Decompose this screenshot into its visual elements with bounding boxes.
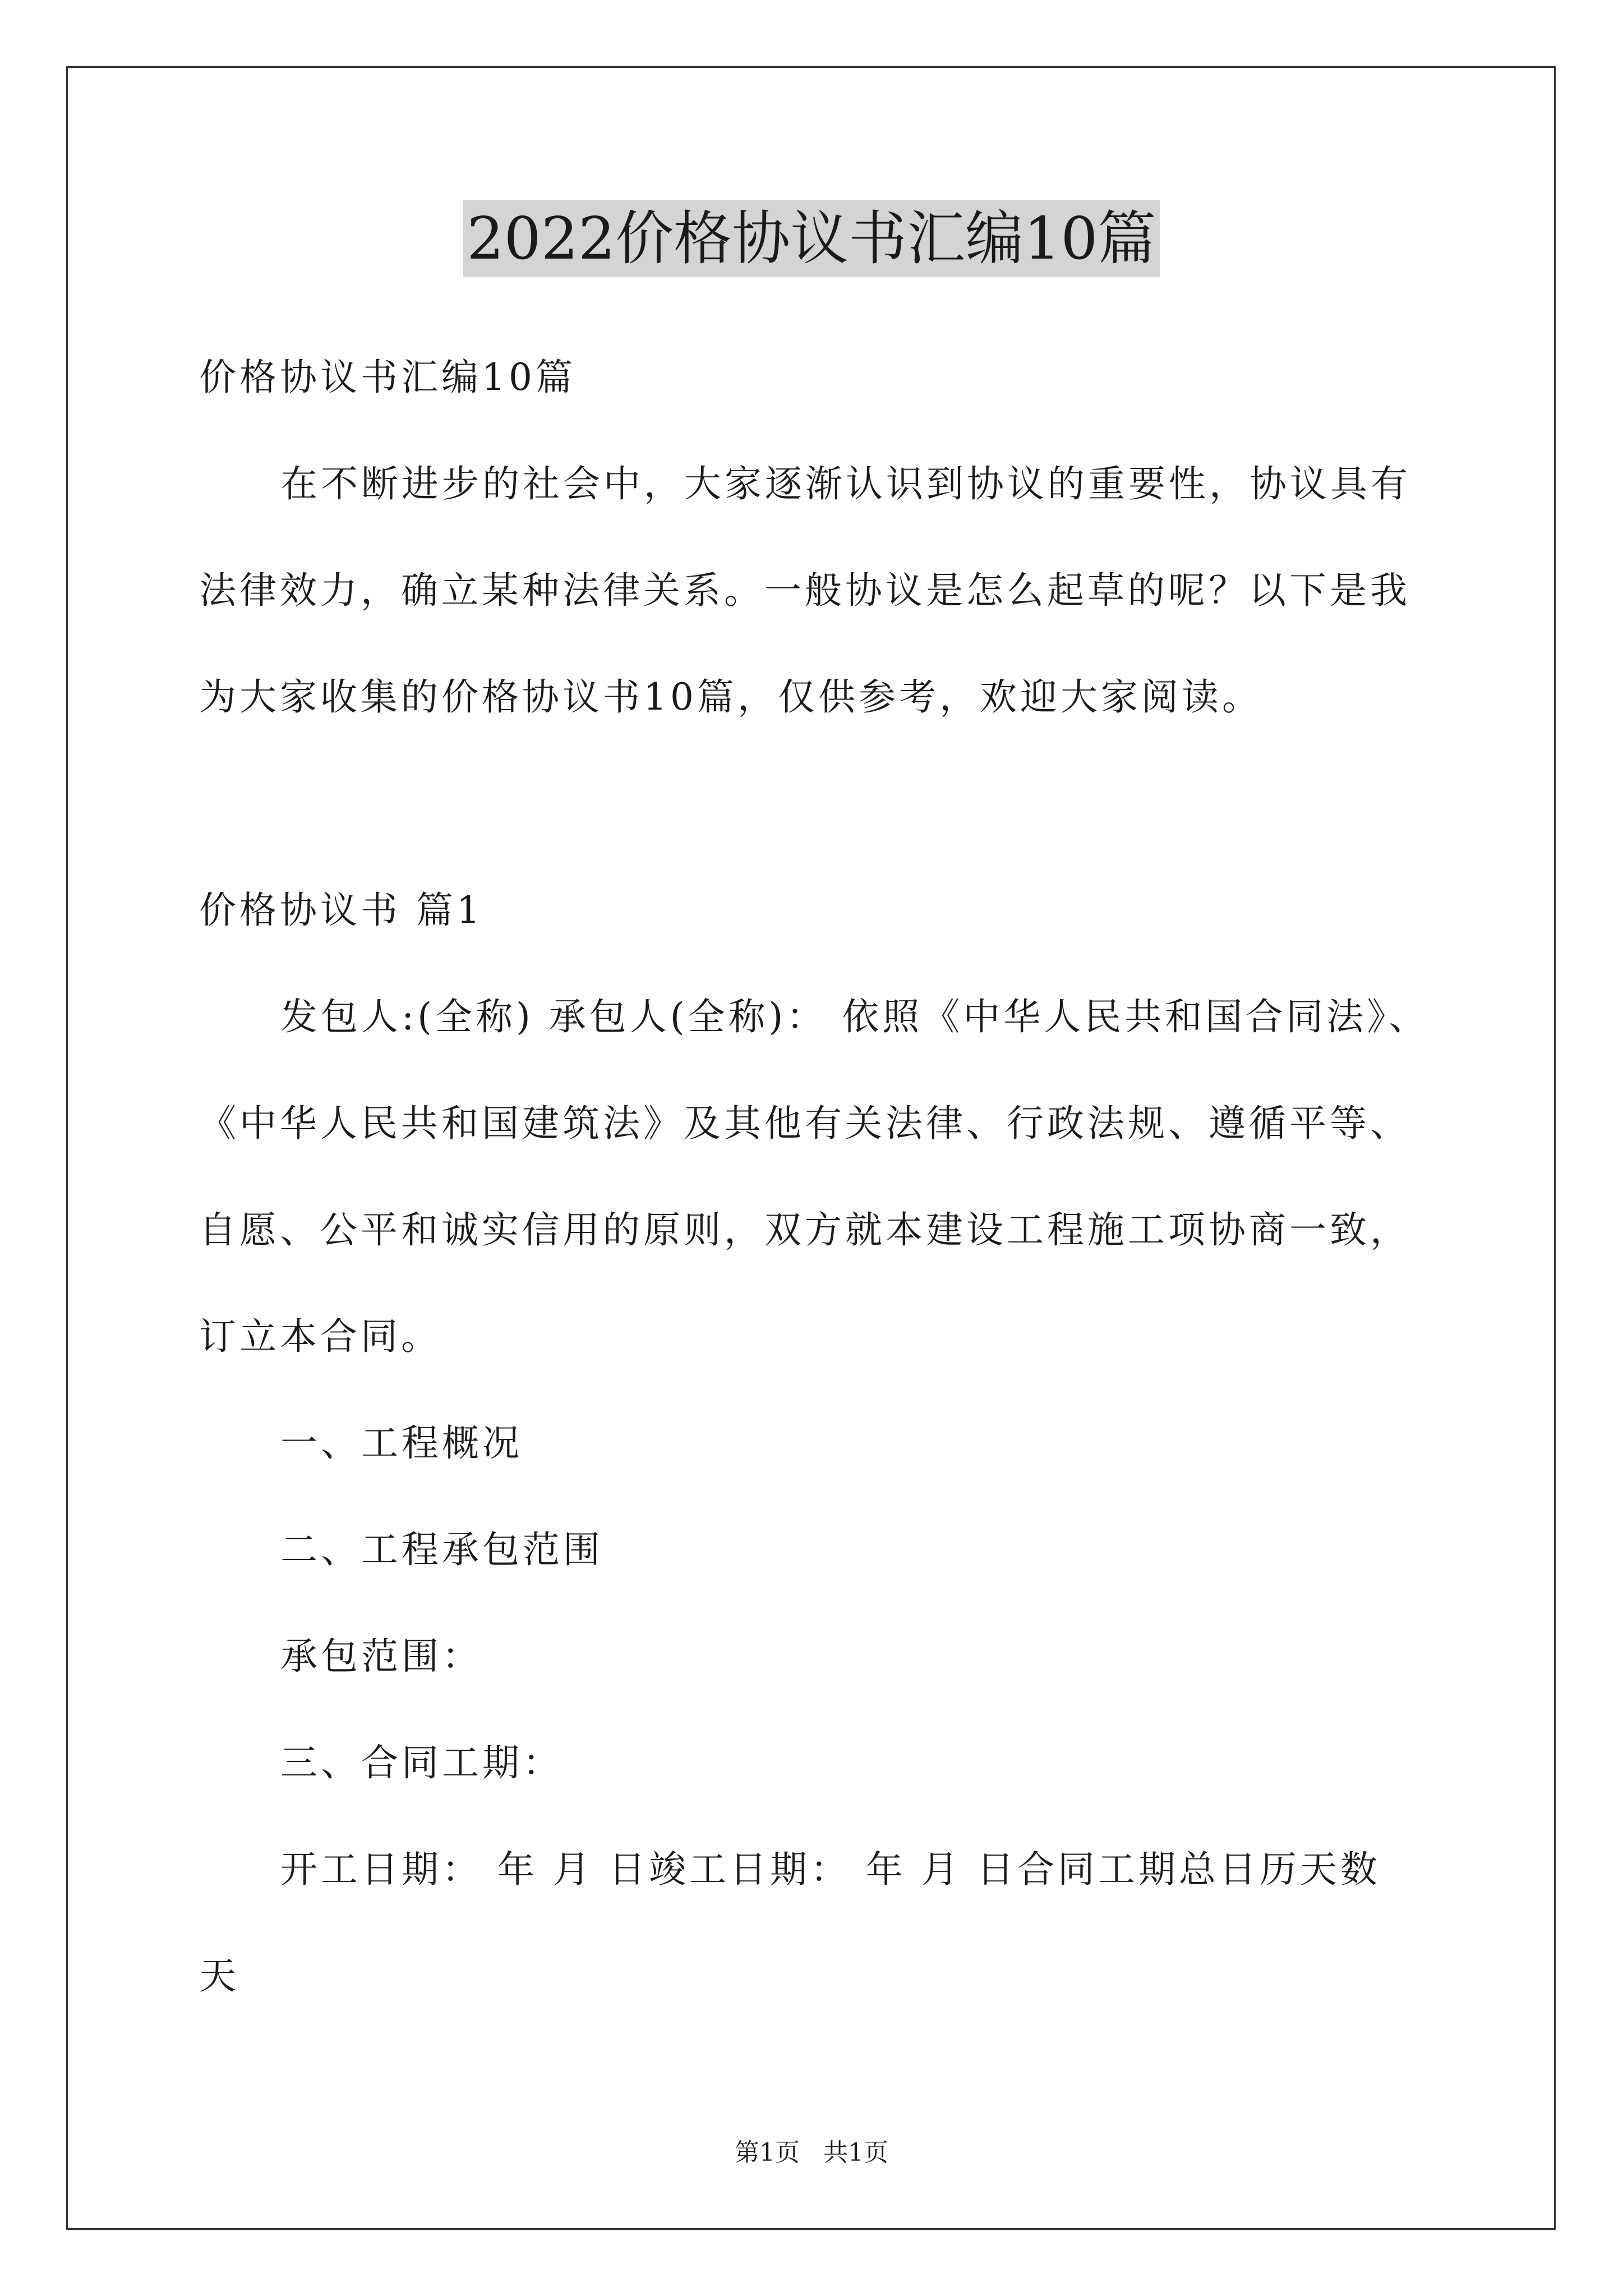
intro-line-2: 法律效力，确立某种法律关系。一般协议是怎么起草的呢？以下是我: [199, 569, 1410, 612]
preamble-line-3: 自愿、公平和诚实信用的原则，双方就本建设工程施工项协商一致，: [199, 1208, 1410, 1251]
preamble-line-4: 订立本合同。: [199, 1315, 441, 1358]
page-footer: [0, 2136, 1623, 2170]
document-title: [0, 199, 1623, 278]
clause-contract-scope: 二、工程承包范围: [280, 1528, 603, 1571]
clause-contract-period: 三、合同工期：: [280, 1741, 563, 1784]
clause-project-overview: 一、工程概况: [280, 1421, 523, 1465]
intro-line-1: 在不断进步的社会中，大家逐渐认识到协议的重要性，协议具有: [280, 462, 1411, 505]
dates-line-continued: 天: [199, 1954, 239, 1998]
document-subtitle: 价格协议书汇编10篇: [199, 356, 576, 399]
document-title-text: 2022价格协议书汇编10篇: [463, 200, 1159, 277]
intro-line-3: 为大家收集的价格协议书10篇，仅供参考，欢迎大家阅读。: [199, 675, 1262, 719]
scope-label: 承包范围：: [280, 1635, 482, 1678]
preamble-line-1: 发包人:(全称) 承包人(全称)： 依照《中华人民共和国合同法》、: [280, 995, 1430, 1038]
preamble-line-2: 《中华人民共和国建筑法》及其他有关法律、行政法规、遵循平等、: [199, 1102, 1410, 1145]
page-total: 共1页: [823, 2138, 888, 2167]
page-number: 第1页: [735, 2138, 800, 2167]
section-heading: 价格协议书 篇1: [199, 889, 483, 932]
dates-line: 开工日期： 年 月 日竣工日期： 年 月 日合同工期总日历天数: [280, 1848, 1381, 1891]
